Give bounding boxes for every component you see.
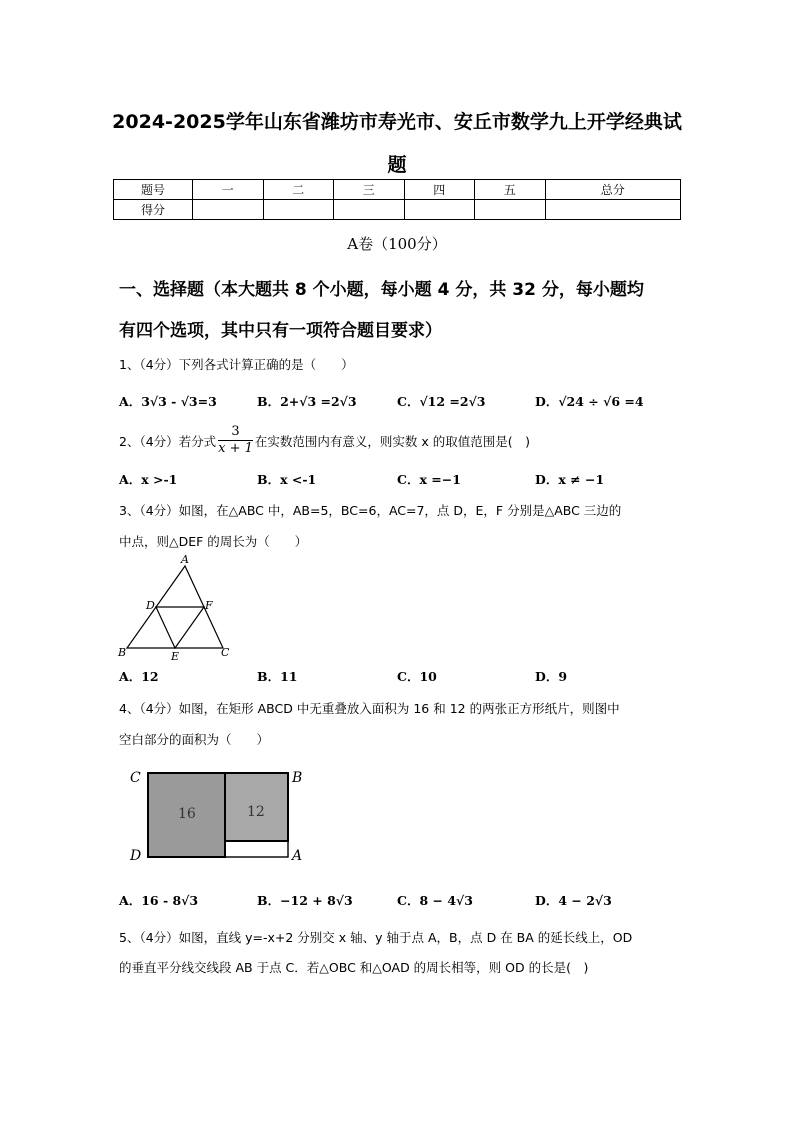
table-cell: 总分	[545, 180, 681, 200]
table-cell: 二	[263, 180, 334, 200]
q2-option-b[interactable]: B．x <-1	[257, 472, 317, 487]
section-heading-line1: 一、选择题（本大题共 8 个小题，每小题 4 分，共 32 分，每小题均	[119, 280, 644, 300]
figure-label: B	[292, 770, 303, 786]
q4-option-d[interactable]: D．4 − 2√3	[535, 893, 612, 908]
question-5-stem-line2: 的垂直平分线交线段 AB 于点 C．若△OBC 和△OAD 的周长相等，则 OD 的长是( )	[119, 960, 589, 975]
question-2-stem	[119, 424, 530, 457]
score-input-cell[interactable]	[334, 200, 405, 220]
figure-label: D	[130, 848, 142, 864]
section-heading-line2: 有四个选项，其中只有一项符合题目要求）	[119, 321, 442, 341]
q3-option-b[interactable]: B．11	[257, 669, 298, 684]
question-3-stem-line1: 3、（4分）如图，在△ABC 中，AB=5，BC=6，AC=7，点 D，E，F 分别是△ABC 三边的	[119, 503, 622, 518]
q2-option-d[interactable]: D．x ≠ −1	[535, 472, 605, 487]
q2-fraction	[218, 424, 253, 457]
score-input-cell[interactable]	[404, 200, 475, 220]
rectangle-abcd-figure	[126, 762, 311, 864]
score-input-cell[interactable]	[193, 200, 264, 220]
document-title-line1: 2024-2025学年山东省潍坊市寿光市、安丘市数学九上开学经典试	[112, 111, 682, 133]
table-cell: 题号	[114, 180, 193, 200]
q3-option-d[interactable]: D．9	[535, 669, 568, 684]
question-5-stem-line1: 5、（4分）如图，直线 y=-x+2 分别交 x 轴、y 轴于点 A，B，点 D 在 BA 的延长线上，OD	[119, 930, 633, 945]
q2-option-c[interactable]: C．x =−1	[397, 472, 461, 487]
table-cell: 一	[193, 180, 264, 200]
figure-label: B	[118, 646, 127, 659]
question-1-stem: 1、（4分）下列各式计算正确的是（ ）	[119, 357, 354, 372]
question-4-stem-line1: 4、（4分）如图，在矩形 ABCD 中无重叠放入面积为 16 和 12 的两张正方形纸片，则图中	[119, 701, 620, 716]
figure-label: A	[181, 553, 189, 566]
table-cell: 四	[404, 180, 475, 200]
q1-option-c[interactable]: C．√12 =2√3	[397, 394, 486, 409]
q2-fraction-numerator: 3	[218, 424, 253, 441]
score-input-cell[interactable]	[475, 200, 546, 220]
document-title-line2: 题	[387, 154, 407, 176]
table-cell: 得分	[114, 200, 193, 220]
q1-option-d[interactable]: D．√24 ÷ √6 =4	[535, 394, 644, 409]
figure-label: 12	[247, 804, 265, 820]
figure-label: 16	[178, 806, 196, 822]
q1-option-a[interactable]: A．3√3 - √3=3	[119, 394, 217, 409]
score-input-cell[interactable]	[545, 200, 681, 220]
q4-option-a[interactable]: A．16 - 8√3	[119, 893, 199, 908]
q2-option-a[interactable]: A．x >-1	[119, 472, 178, 487]
triangle-abc-figure	[115, 552, 235, 664]
q4-option-b[interactable]: B．−12 + 8√3	[257, 893, 353, 908]
score-input-cell[interactable]	[263, 200, 334, 220]
figure-label: E	[171, 650, 180, 663]
q2-stem-after: 在实数范围内有意义，则实数 x 的取值范围是( )	[254, 433, 531, 449]
question-4-stem-line2: 空白部分的面积为（ ）	[119, 732, 270, 747]
q1-option-b[interactable]: B．2+√3 =2√3	[257, 394, 357, 409]
score-table-header-row	[114, 180, 681, 200]
figure-label: C	[130, 770, 141, 786]
triangle-def	[156, 607, 204, 648]
figure-label: A	[292, 848, 303, 864]
figure-label: C	[221, 646, 230, 659]
table-cell: 三	[334, 180, 405, 200]
score-table	[113, 179, 681, 220]
q2-fraction-denominator: x + 1	[218, 441, 253, 456]
q2-stem-before: 2、（4分）若分式	[119, 433, 217, 449]
score-table-score-row	[114, 200, 681, 220]
q4-option-c[interactable]: C．8 − 4√3	[397, 893, 473, 908]
figure-label: F	[205, 599, 213, 612]
figure-label: D	[146, 599, 155, 612]
table-cell: 五	[475, 180, 546, 200]
question-3-stem-line2: 中点，则△DEF 的周长为（ ）	[119, 534, 308, 549]
q3-option-c[interactable]: C．10	[397, 669, 437, 684]
volume-label: A卷（100分）	[347, 235, 447, 253]
q3-option-a[interactable]: A．12	[119, 669, 159, 684]
